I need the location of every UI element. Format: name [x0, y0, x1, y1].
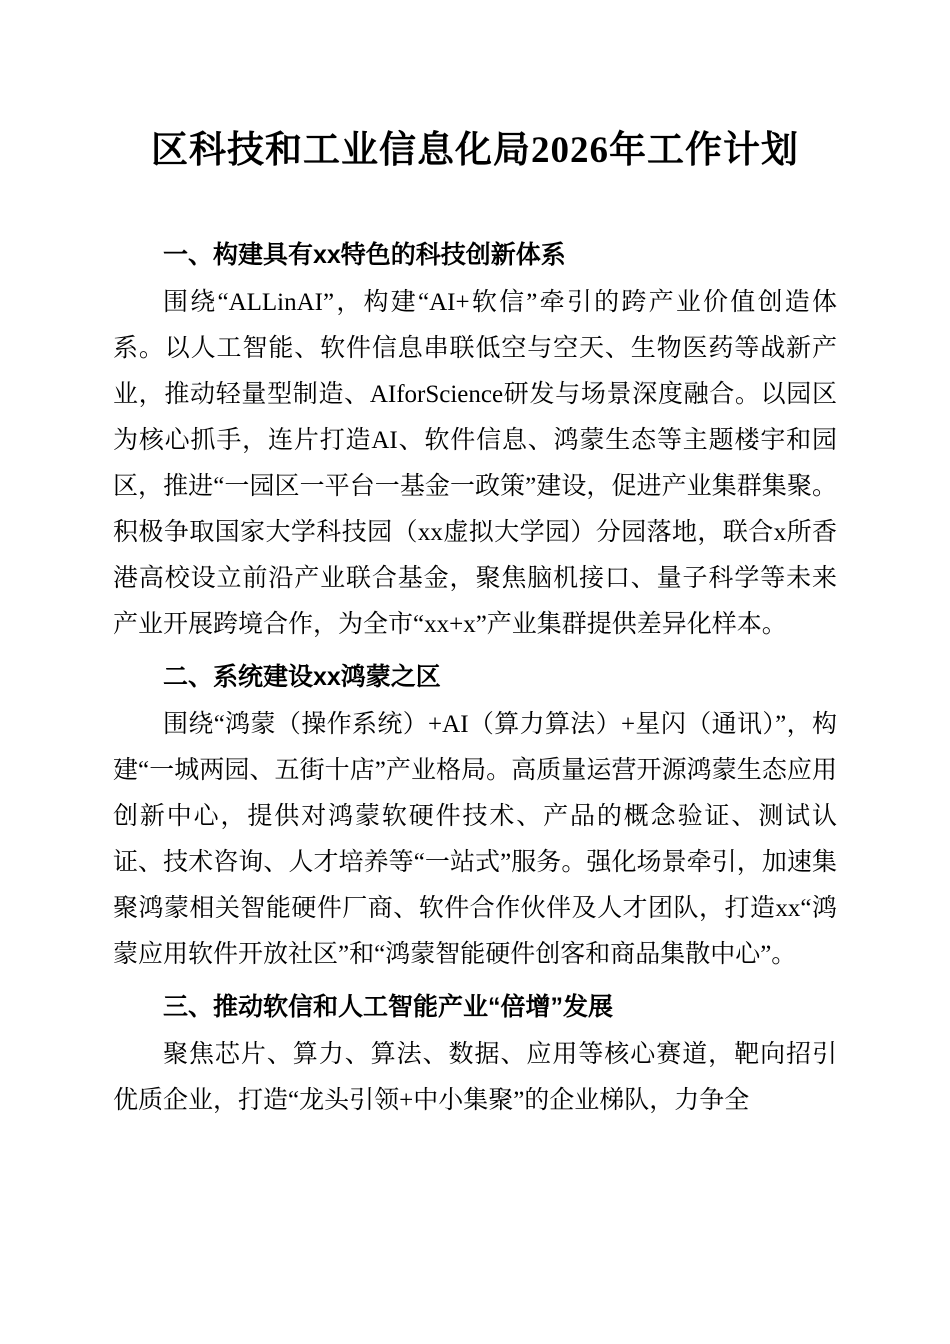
- section-3-paragraph: 聚焦芯片、算力、算法、数据、应用等核心赛道，靶向招引优质企业，打造“龙头引领+中小集聚”的企业梯队，力争全: [113, 1041, 837, 1115]
- section-1-paragraph: 围绕“ALLinAI”，构建“AI+软信”牵引的跨产业价值创造体系。以人工智能、软件信息串联低空与空天、生物医药等战新产业，推动轻量型制造、AIforScience研发与场景深度融合。以园区为核心抓手，连片打造AI、软件信息、鸿蒙生态等主题楼宇和园区，推进“一园区一平台一基金一政策”建设，促进产业集群集聚。积极争取国家大学科技园（xx虚拟大学园）分园落地，联合x所香港高校设立前沿产业联合基金，聚焦脑机接口、量子科学等未来产业开展跨境合作，为全市“xx+x”产业集群提供差异化样本。: [113, 289, 837, 639]
- section-3-heading: 三、推动软信和人工智能产业“倍增”发展: [163, 993, 614, 1022]
- section-2-paragraph: 围绕“鸿蒙（操作系统）+AI（算力算法）+星闪（通讯）”，构建“一城两园、五街十店”产业格局。高质量运营开源鸿蒙生态应用创新中心，提供对鸿蒙软硬件技术、产品的概念验证、测试认证、技术咨询、人才培养等“一站式”服务。强化场景牵引，加速集聚鸿蒙相关智能硬件厂商、软件合作伙伴及人才团队，打造xx“鸿蒙应用软件开放社区”和“鸿蒙智能硬件创客和商品集散中心”。: [113, 711, 837, 969]
- section-1-heading: 一、构建具有xx特色的科技创新体系: [163, 241, 566, 270]
- document-title: 区科技和工业信息化局2026年工作计划: [151, 130, 799, 171]
- section-2-heading: 二、系统建设xx鸿蒙之区: [163, 663, 441, 692]
